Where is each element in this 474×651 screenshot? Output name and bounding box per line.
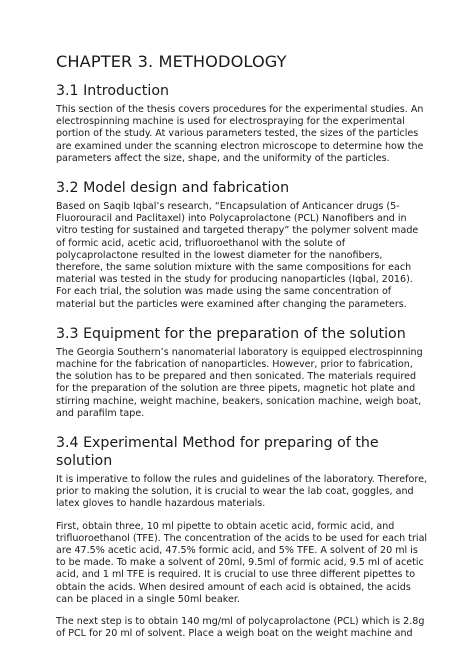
document-page [56, 52, 428, 651]
paragraph-equipment: The Georgia Southern’s nanomaterial laboratory is equipped electrospinning machine for the fabrication of nanoparticles. However, prior to fabrication, the solution has to be prepared and then sonicated. The materials required for the preparation of the solution are three pipets, magnetic hot plate and stirring machine, weight machine, beakers, sonication machine, weigh boat, and parafilm tape. [56, 346, 423, 419]
paragraph-model-design: Based on Saqib Iqbal’s research, “Encapsulation of Anticancer drugs (5-Fluorouracil and Paclitaxel) into Polycaprolactone (PCL) Nanofibers and in vitro testing for sustained and targeted therapy” the polymer solvent made of formic acid, acetic acid, trifluoroethanol with the solute of polycaprolactone resulted in the lowest diameter for the nanofibers, therefore, the same solution mixture with the same compositions for each material was tested in the study for producing nanoparticles (Iqbal, 2016). For each trial, the solution was made using the same concentration of material but the particles were examined after changing the parameters. [56, 201, 419, 310]
section-title-experimental-method: 3.4 Experimental Method for preparing of the solution [56, 435, 379, 470]
section-title-model-design: 3.2 Model design and fabrication [56, 180, 290, 197]
paragraph-acid-preparation: First, obtain three, 10 ml pipette to obtain acetic acid, formic acid, and trifluoroethanol (TFE). The concentration of the acids to be used for each trial are 47.5% acetic acid, 47.5% formic acid, and 5% TFE. A solvent of 20 ml is to be made. To make a solvent of 20ml, 9.5ml of formic acid, 9.5 ml of acetic acid, and 1 ml TFE is required. It is crucial to use three different pipettes to obtain the acids. When desired amount of each acid is obtained, the acids can be placed in a single 50ml beaker. [56, 520, 428, 605]
section-title-introduction: 3.1 Introduction [56, 83, 169, 99]
section-title-equipment: 3.3 Equipment for the preparation of the solution [56, 325, 406, 342]
paragraph-introduction: This section of the thesis covers procedures for the experimental studies. An electrospinning machine is used for electrospraying for the experimental portion of the study. At various parameters tested, the sizes of the particles are examined under the scanning electron microscope to determine how the parameters affect the size, shape, and the uniformity of the particles. [56, 104, 424, 164]
paragraph-pcl-weighing: The next step is to obtain 140 mg/ml of polycaprolactone (PCL) which is 2.8g of PCL for 20 ml of solvent. Place a weigh boat on the weight machine and [56, 616, 425, 640]
chapter-title: CHAPTER 3. METHODOLOGY [56, 52, 287, 71]
paragraph-safety: It is imperative to follow the rules and guidelines of the laboratory. Therefore, prior to making the solution, it is crucial to wear the lab coat, goggles, and latex gloves to handle hazardous materials. [56, 474, 427, 510]
